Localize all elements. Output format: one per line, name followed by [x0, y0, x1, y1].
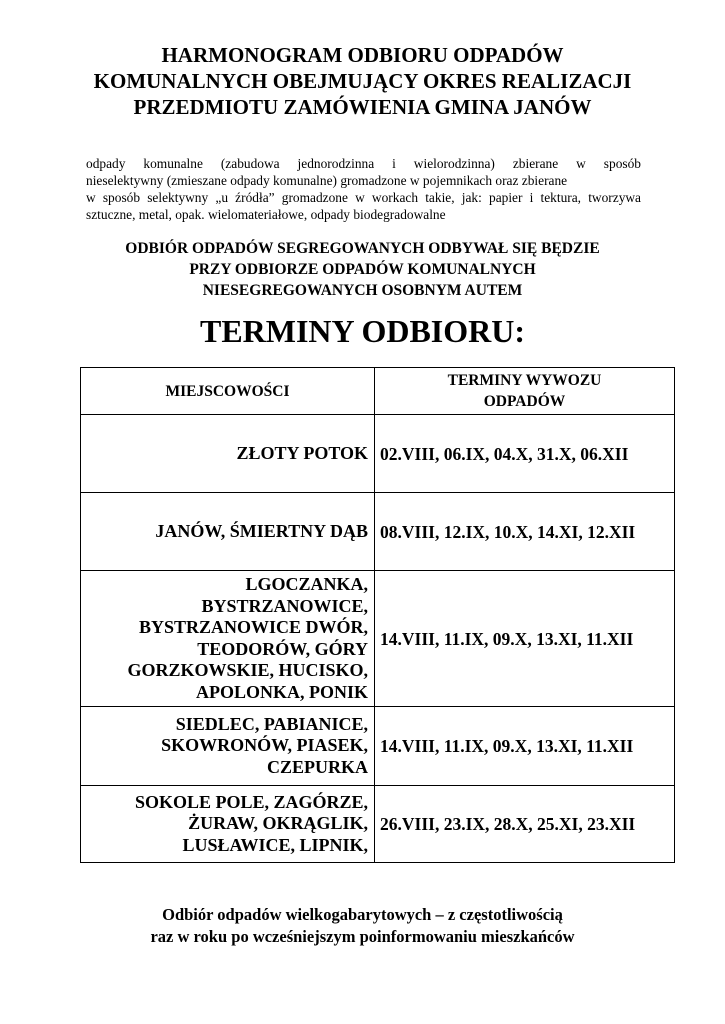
intro-line: sztuczne, metal, opak. wielomateriałowe, odpady biodegradowalne: [86, 207, 446, 222]
location-line: LGOCZANKA,: [245, 574, 368, 594]
dates-cell: 02.VIII, 06.IX, 04.X, 31.X, 06.XII: [375, 415, 675, 493]
bulky-waste-note: [40, 904, 685, 948]
location-line: BYSTRZANOWICE,: [201, 595, 368, 616]
subtitle-line: PRZY ODBIORZE ODPADÓW KOMUNALNYCH: [189, 261, 536, 278]
intro-line: nieselektywny (zmieszane odpady komunalne) gromadzone w pojemnikach oraz zbierane: [86, 173, 568, 188]
dates-cell: 14.VIII, 11.IX, 09.X, 13.XI, 11.XII: [375, 707, 675, 786]
footer-line: raz w roku po wcześniejszym poinformowaniu mieszkańców: [150, 927, 575, 946]
table-row: [81, 786, 675, 863]
location-line: TEODORÓW, GÓRY: [197, 638, 368, 659]
dates-cell: 08.VIII, 12.IX, 10.X, 14.XI, 12.XII: [375, 493, 675, 571]
document-title: [40, 42, 685, 120]
title-line: KOMUNALNYCH OBEJMUJĄCY OKRES REALIZACJI: [93, 69, 632, 93]
location-cell: [81, 786, 375, 863]
location-line: APOLONKA, PONIK: [195, 681, 368, 702]
subtitle-line: NIESEGREGOWANYCH OSOBNYM AUTEM: [202, 282, 523, 299]
dates-cell: 26.VIII, 23.IX, 28.X, 25.XI, 23.XII: [375, 786, 675, 863]
location-line: SIEDLEC, PABIANICE,: [175, 713, 368, 734]
schedule-table: [80, 367, 675, 863]
schedule-heading: TERMINY ODBIORU:: [199, 313, 526, 349]
dates-cell: 14.VIII, 11.IX, 09.X, 13.XI, 11.XII: [375, 571, 675, 707]
location-line: ŻURAW, OKRĄGLIK,: [188, 813, 368, 834]
footer-line: Odbiór odpadów wielkogabarytowych – z częstotliwością: [162, 905, 563, 924]
location-line: LUSŁAWICE, LIPNIK,: [182, 834, 368, 855]
location-cell: [81, 493, 375, 571]
table-row: [81, 415, 675, 493]
table-row: [81, 571, 675, 707]
intro-line: w sposób selektywny „u źródła” gromadzone w workach takie, jak: papier i tektura, tworzywa: [86, 190, 641, 205]
location-cell: [81, 571, 375, 707]
location-line: GORZKOWSKIE, HUCISKO,: [127, 660, 368, 680]
header-dates-line: TERMINY WYWOZU: [447, 372, 602, 389]
location-line: SKOWRONÓW, PIASEK,: [161, 735, 368, 756]
location-cell: [81, 415, 375, 493]
title-line: PRZEDMIOTU ZAMÓWIENIA GMINA JANÓW: [133, 95, 592, 119]
header-dates: [375, 368, 675, 415]
location-line: ZŁOTY POTOK: [236, 442, 368, 463]
location-line: BYSTRZANOWICE DWÓR,: [138, 617, 368, 637]
subtitle-line: ODBIÓR ODPADÓW SEGREGOWANYCH ODBYWAŁ SIĘ BĘDZIE: [125, 240, 600, 257]
segregation-notice: [60, 238, 665, 301]
header-locations: MIEJSCOWOŚCI: [81, 368, 375, 415]
intro-paragraph: [86, 155, 641, 223]
intro-line: odpady komunalne (zabudowa jednorodzinna i wielorodzinna) zbierane w sposób: [86, 156, 641, 171]
table-row: [81, 493, 675, 571]
location-line: SOKOLE POLE, ZAGÓRZE,: [134, 791, 368, 812]
location-cell: [81, 707, 375, 786]
location-line: CZEPURKA: [266, 756, 368, 777]
table-row: [81, 707, 675, 786]
table-header-row: [81, 368, 675, 415]
title-line: HARMONOGRAM ODBIORU ODPADÓW: [161, 43, 564, 67]
location-line: JANÓW, ŚMIERTNY DĄB: [155, 520, 368, 541]
header-dates-line: ODPADÓW: [483, 393, 566, 410]
